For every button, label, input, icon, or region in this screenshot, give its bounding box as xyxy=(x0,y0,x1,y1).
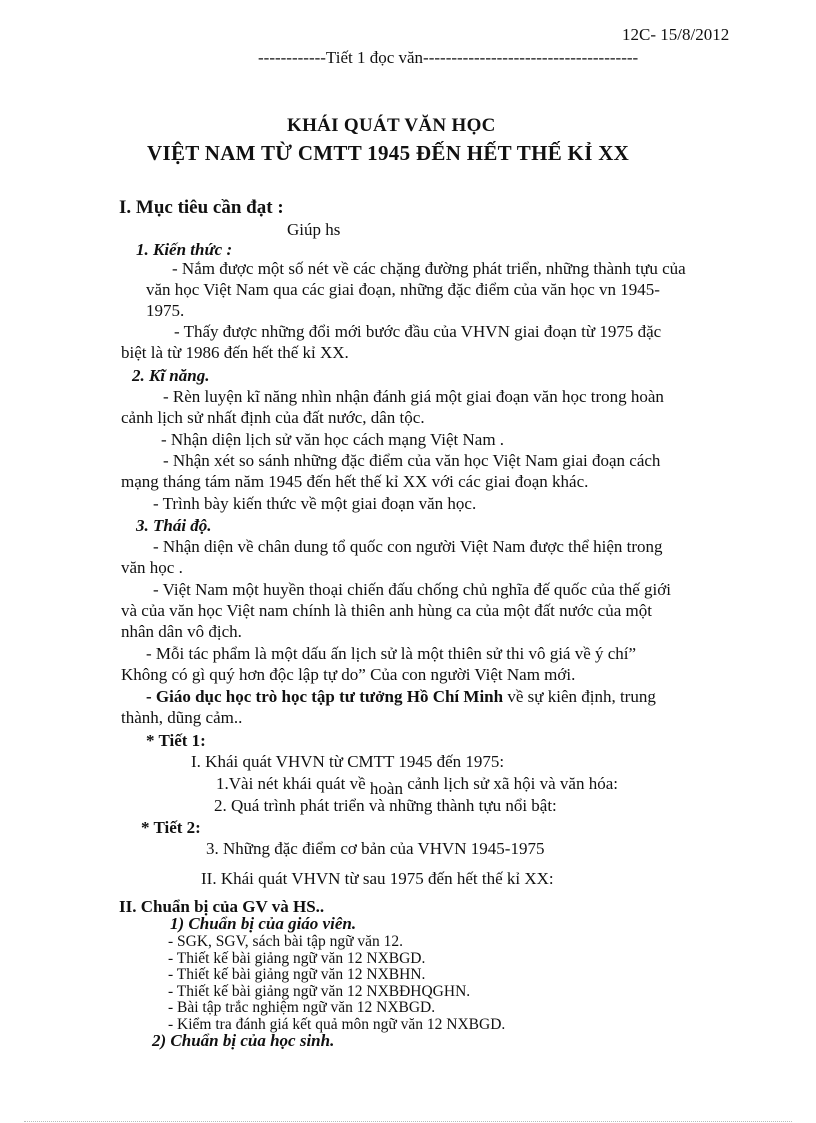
skills-line: - Trình bày kiến thức về một giai đoạn văn học. xyxy=(153,494,477,513)
education-rest: về sự kiên định, trung xyxy=(503,687,656,706)
page-bottom-divider xyxy=(24,1121,792,1122)
skills-heading: 2. Kĩ năng. xyxy=(132,366,210,385)
attitude-line: và của văn học Việt nam chính là thiên anh hùng ca của một đất nước của một xyxy=(121,601,652,620)
knowledge-line: - Thấy được những đổi mới bước đầu của VHVN giai đoạn từ 1975 đặc xyxy=(174,322,662,341)
knowledge-line: văn học Việt Nam qua các giai đoạn, những đặc điểm của văn học vn 1945- xyxy=(146,280,660,299)
period-1-heading: * Tiết 1: xyxy=(146,731,206,750)
skills-line: - Rèn luyện kĩ năng nhìn nhận đánh giá một giai đoạn văn học trong hoàn xyxy=(163,387,664,406)
attitude-heading: 3. Thái độ. xyxy=(136,516,212,535)
education-bold: - Giáo dục học trò học tập tư tưởng Hồ Chí Minh xyxy=(146,687,504,706)
attitude-line: - Nhận diện về chân dung tổ quốc con người Việt Nam được thể hiện trong xyxy=(153,537,663,556)
period-2-item-3: 3. Những đặc điểm cơ bản của VHVN 1945-1975 xyxy=(206,839,545,858)
section-1-heading: I. Mục tiêu cần đạt : xyxy=(119,197,284,218)
attitude-line: văn học . xyxy=(121,558,183,577)
knowledge-heading: 1. Kiến thức : xyxy=(136,240,233,259)
skills-line: cảnh lịch sử nhất định của đất nước, dân tộc. xyxy=(121,408,425,427)
teacher-item: - Kiểm tra đánh giá kết quả môn ngữ văn 12 NXBGD. xyxy=(168,1016,506,1033)
section-1-intro: Giúp hs xyxy=(287,220,341,239)
attitude-line: - Mỗi tác phẩm là một dấu ấn lịch sử là một thiên sử thi vô giá về ý chí” xyxy=(146,644,637,663)
teacher-item: - Thiết kế bài giảng ngữ văn 12 NXBĐHQGHN. xyxy=(168,983,471,1000)
item-1-sub: hoàn xyxy=(369,779,403,798)
section-2-heading: II. Chuẩn bị của GV và HS.. xyxy=(119,897,325,916)
knowledge-line: - Nắm được một số nét về các chặng đường phát triển, những thành tựu của xyxy=(172,259,686,278)
teacher-item: - Bài tập trắc nghiệm ngữ văn 12 NXBGD. xyxy=(168,999,436,1016)
teacher-item: - SGK, SGV, sách bài tập ngữ văn 12. xyxy=(168,933,403,950)
item-1-pre: 1.Vài nét khái quát về xyxy=(216,774,370,793)
education-line xyxy=(146,687,656,707)
education-line-2: thành, dũng cảm.. xyxy=(121,708,243,727)
teacher-item: - Thiết kế bài giảng ngữ văn 12 NXBGD. xyxy=(168,950,426,967)
lesson-line: ------------Tiết 1 đọc văn-------------------------------------- xyxy=(258,48,639,67)
skills-line: - Nhận xét so sánh những đặc điểm của văn học Việt Nam giai đoạn cách xyxy=(163,451,661,470)
skills-line: - Nhận diện lịch sử văn học cách mạng Việt Nam . xyxy=(161,430,505,449)
attitude-line: Không có gì quý hơn độc lập tự do” Của con người Việt Nam mới. xyxy=(121,665,576,684)
attitude-line: nhân dân vô địch. xyxy=(121,622,242,641)
skills-line: mạng tháng tám năm 1945 đến hết thế kỉ XX với các giai đoạn khác. xyxy=(121,472,589,491)
period-1-item-main: I. Khái quát VHVN từ CMTT 1945 đến 1975: xyxy=(191,752,505,771)
period-1-item-2: 2. Quá trình phát triển và những thành tựu nổi bật: xyxy=(214,796,557,815)
item-1-post: cảnh lịch sử xã hội và văn hóa: xyxy=(402,774,618,793)
knowledge-line: biệt là từ 1986 đến hết thế kỉ XX. xyxy=(121,343,349,362)
period-2-item-main: II. Khái quát VHVN từ sau 1975 đến hết thế kỉ XX: xyxy=(201,869,554,888)
student-heading: 2) Chuẩn bị của học sinh. xyxy=(152,1031,335,1050)
knowledge-line: 1975. xyxy=(146,301,185,320)
period-2-heading: * Tiết 2: xyxy=(141,818,201,837)
title-line-1: KHÁI QUÁT VĂN HỌC xyxy=(287,115,496,136)
teacher-heading: 1) Chuẩn bị của giáo viên. xyxy=(170,914,357,933)
teacher-item: - Thiết kế bài giảng ngữ văn 12 NXBHN. xyxy=(168,966,426,983)
title-line-2: VIỆT NAM TỪ CMTT 1945 ĐẾN HẾT THẾ KỈ XX xyxy=(147,141,630,165)
period-1-item-1 xyxy=(216,774,618,798)
attitude-line: - Việt Nam một huyền thoại chiến đấu chống chủ nghĩa đế quốc của thế giới xyxy=(153,580,671,599)
class-date: 12C- 15/8/2012 xyxy=(622,25,730,44)
